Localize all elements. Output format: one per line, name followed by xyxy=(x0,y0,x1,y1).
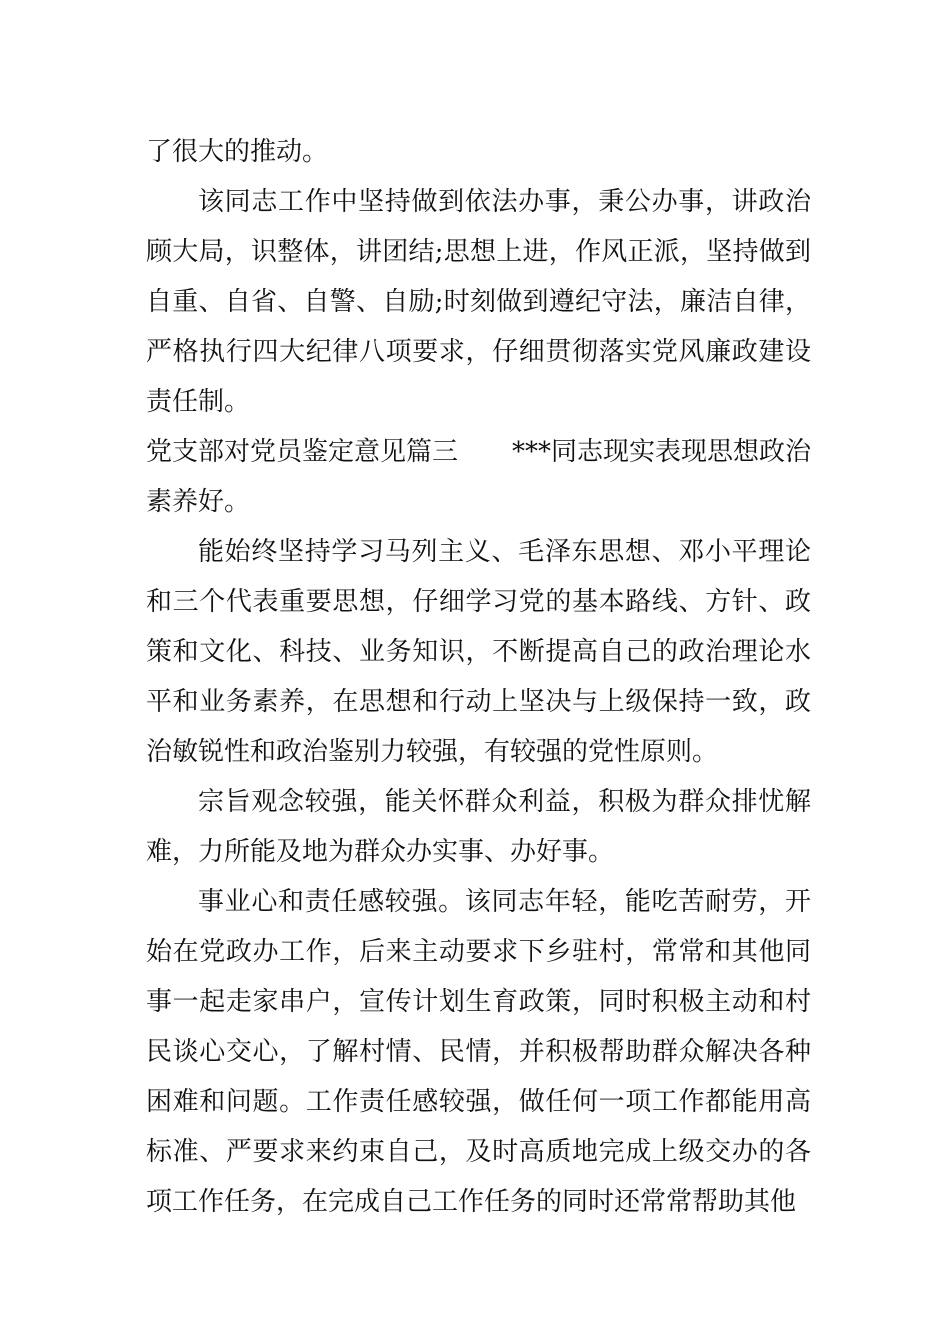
section-heading: 党支部对党员鉴定意见篇三 xyxy=(146,437,459,467)
paragraph-3: 能始终坚持学习马列主义、毛泽东思想、邓小平理论和三个代表重要思想，仔细学习党的基本路线、方针、政策和文化、科技、业务知识，不断提高自己的政治理论水平和业务素养，在思想和行动上坚决与上级保持一致，政治敏锐性和政治鉴别力较强，有较强的党性原则。 xyxy=(146,537,811,767)
section-heading-line xyxy=(146,427,811,477)
document-body xyxy=(146,127,811,1227)
paragraph-4: 宗旨观念较强，能关怀群众利益，积极为群众排忧解难，力所能及地为群众办实事、办好事。 xyxy=(146,787,811,867)
paragraph-1: 了很大的推动。 xyxy=(146,137,329,167)
section-lead-first-line: ***同志现实表现思想政治 xyxy=(511,437,811,467)
paragraph-2: 该同志工作中坚持做到依法办事，秉公办事，讲政治顾大局，识整体，讲团结;思想上进，作风正派，坚持做到自重、自省、自警、自励;时刻做到遵纪守法，廉洁自律，严格执行四大纪律八项要求，仔细贯彻落实党风廉政建设责任制。 xyxy=(146,187,811,417)
paragraph-5: 事业心和责任感较强。该同志年轻，能吃苦耐劳，开始在党政办工作，后来主动要求下乡驻村，常常和其他同事一起走家串户，宣传计划生育政策，同时积极主动和村民谈心交心，了解村情、民情，并积极帮助群众解决各种困难和问题。工作责任感较强，做任何一项工作都能用高标准、严要求来约束自己，及时高质地完成上级交办的各项工作任务，在完成自己工作任务的同时还常常帮助其他 xyxy=(146,887,811,1217)
section-lead-rest: 素养好。 xyxy=(146,487,251,517)
